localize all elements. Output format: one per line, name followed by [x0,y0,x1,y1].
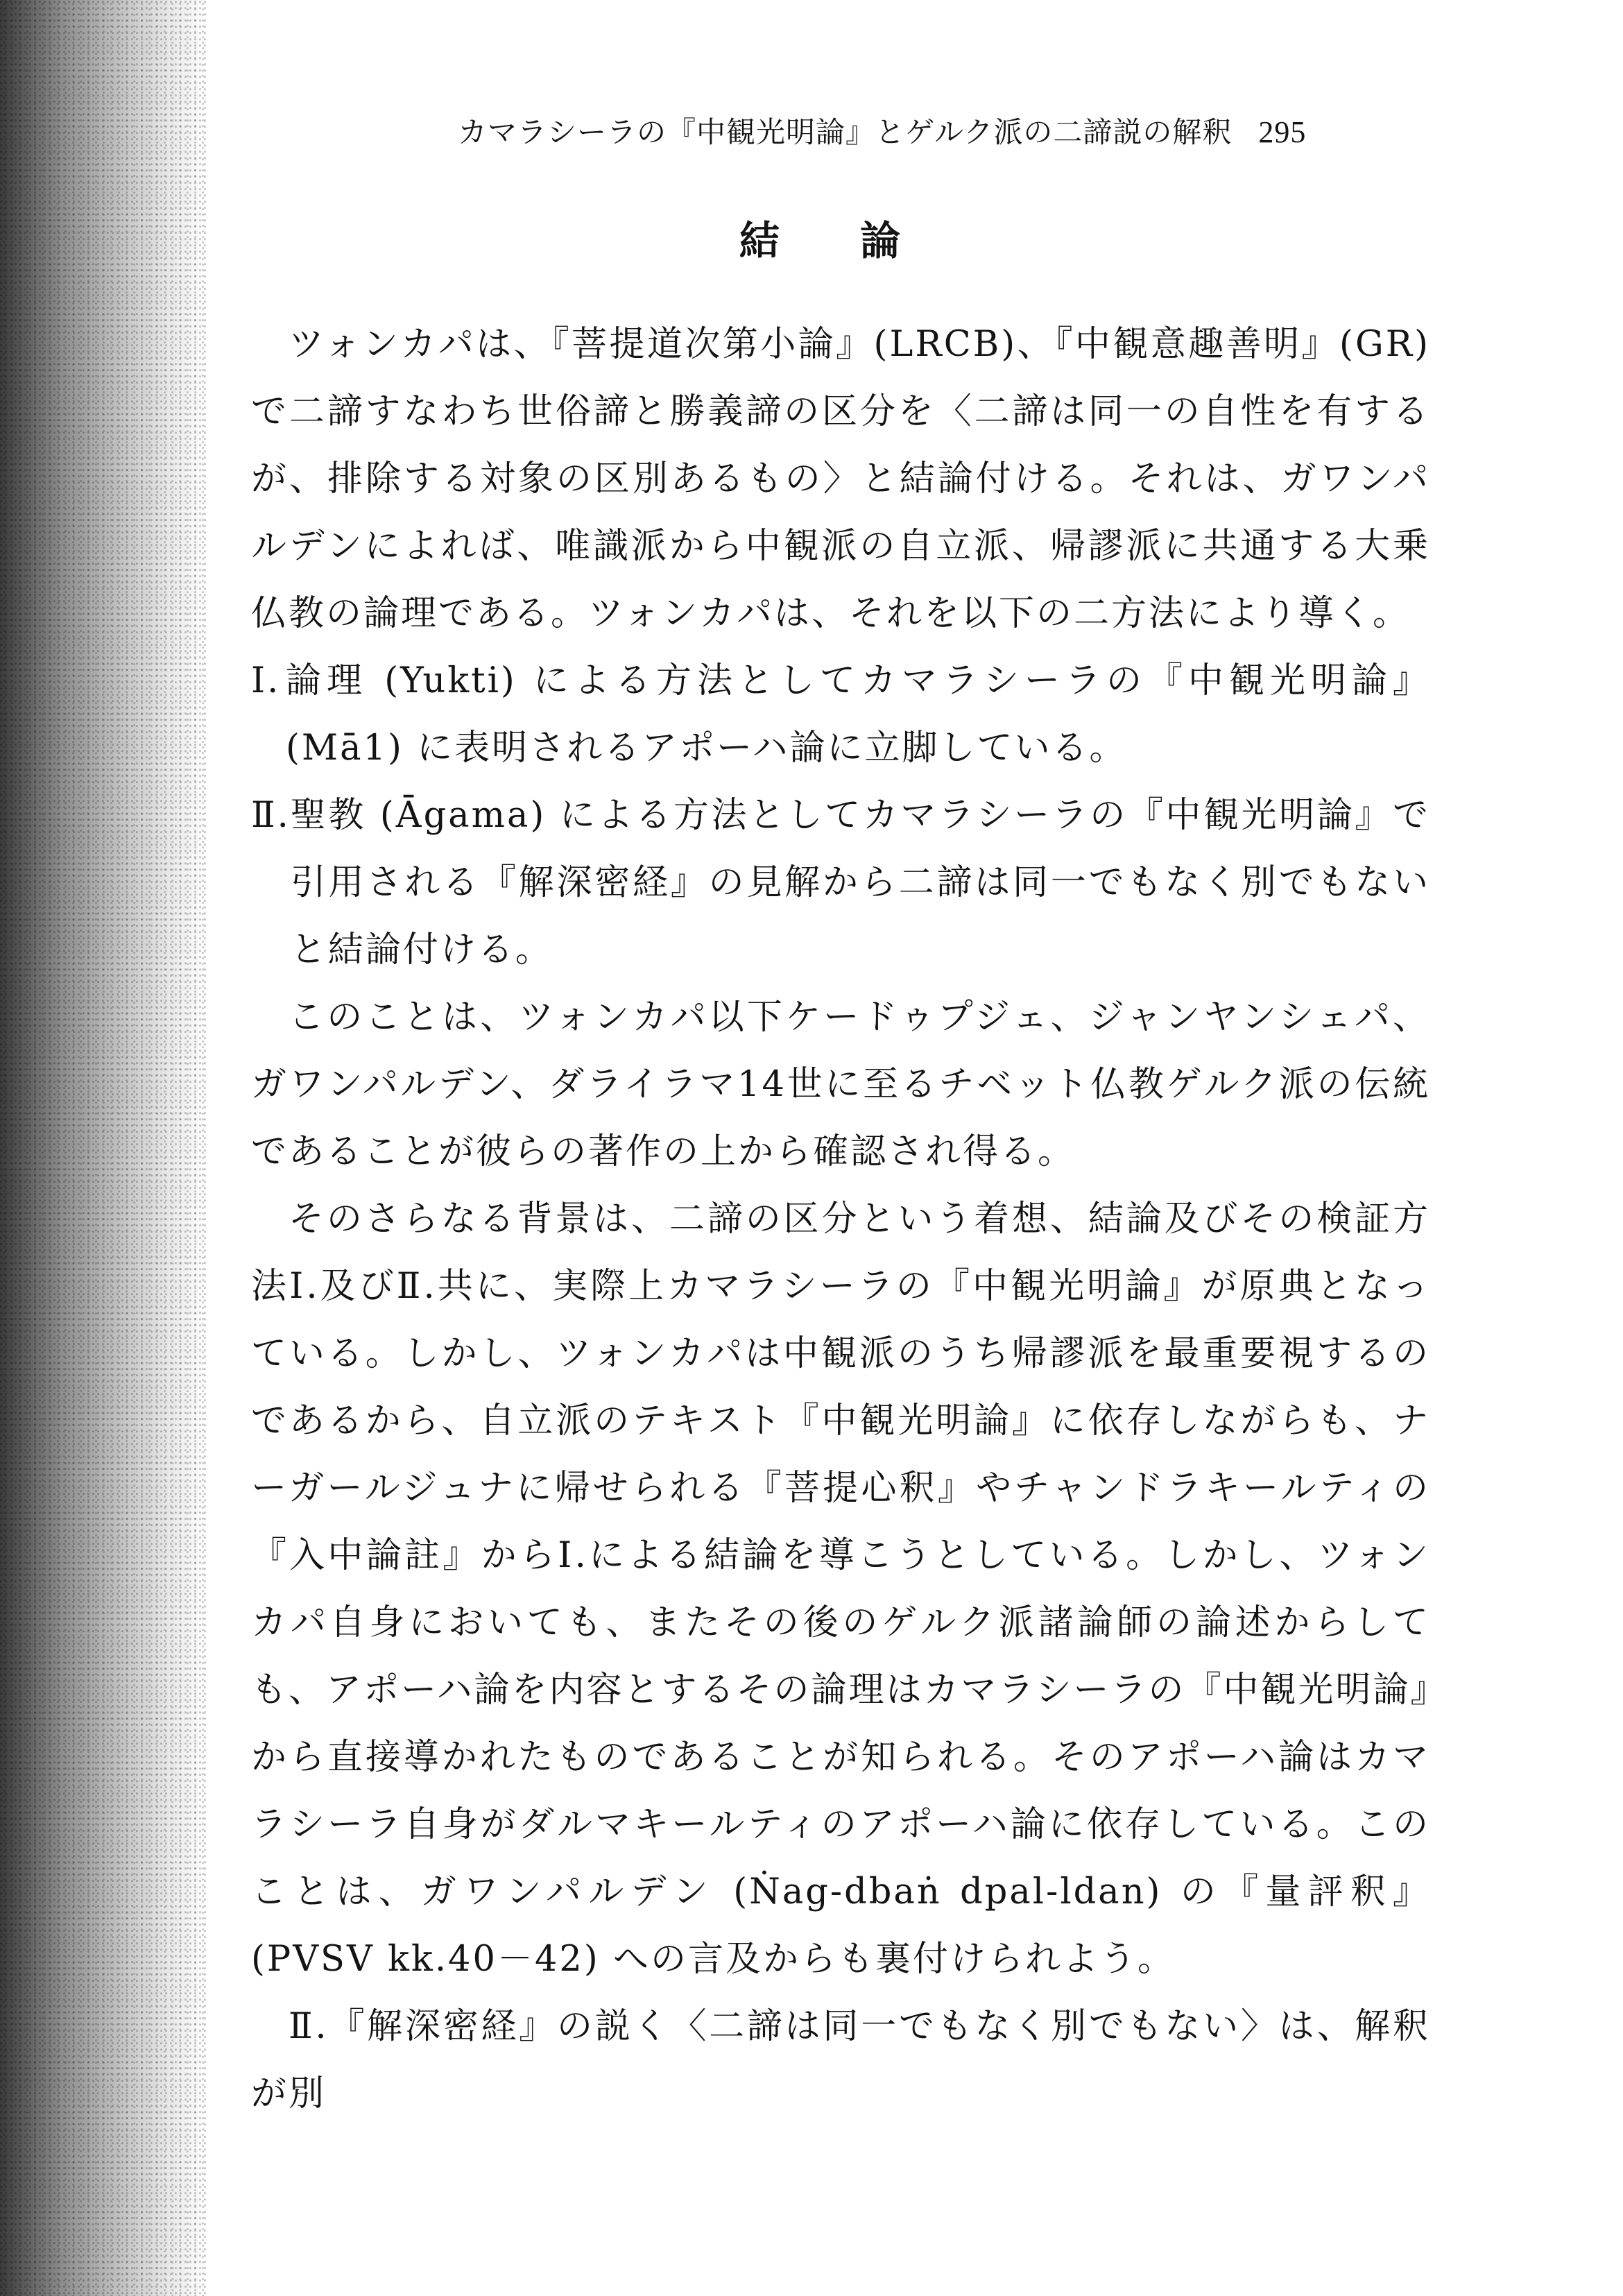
paragraph-background: そのさらなる背景は、二諦の区分という着想、結論及びその検証方法Ⅰ.及びⅡ.共に、実際上カマラシーラの『中観光明論』が原典となっている。しかし、ツォンカパは中観派のうち帰謬派を最重要視するのであるから、自立派のテキスト『中観光明論』に依存しながらも、ナーガールジュナに帰せられる『菩提心釈』やチャンドラキールティの『入中論註』からⅠ.による結論を導こうとしている。しかし、ツォンカパ自身においても、またその後のゲルク派諸論師の論述からしても、アポーハ論を内容とするその論理はカマラシーラの『中観光明論』から直接導かれたものであることが知られる。そのアポーハ論はカマラシーラ自身がダルマキールティのアポーハ論に依存している。このことは、ガワンパルデン (Ṅag-dbaṅ dpal-ldan) の『量評釈』(PVSV kk.40－42) への言及からも裏付けられよう。 [251,1199,1430,1980]
paragraph-intro: ツォンカパは、『菩提道次第小論』(LRCB)、『中観意趣善明』(GR) で二諦すなわち世俗諦と勝義諦の区分を〈二諦は同一の自性を有するが、排除する対象の区別あるもの〉と結論付ける。それは、ガワンパルデンによれば、唯識派から中観派の自立派、帰謬派に共通する大乗仏教の論理である。ツォンカパは、それを以下の二方法により導く。 [251,324,1430,634]
scan-shadow-edge [0,0,208,2296]
list-item-method-1 [251,647,1430,782]
running-header-title: カマラシーラの『中観光明論』とゲルク派の二諦説の解釈 [458,115,1233,149]
body-text [251,311,1430,2127]
paragraph-continuation: Ⅱ.『解深密経』の説く〈二諦は同一でもなく別でもない〉は、解釈が別 [251,2006,1430,2114]
page-number: 295 [1258,115,1307,149]
list-text-1: 論理 (Yukti) による方法としてカマラシーラの『中観光明論』(Mā1) に表明されるアポーハ論に立脚している。 [286,660,1430,769]
running-header [458,110,1359,151]
paragraph-tradition: このことは、ツォンカパ以下ケードゥプジェ、ジャンヤンシェパ、ガワンパルデン、ダライラマ14世に至るチベット仏教ゲルク派の伝統であることが彼らの著作の上から確認され得る。 [251,997,1430,1172]
list-marker-1: Ⅰ. [251,660,281,701]
list-text-2: 聖教 (Āgama) による方法としてカマラシーラの『中観光明論』で引用される『解深密経』の見解から二諦は同一でもなく別でもないと結論付ける。 [290,795,1430,970]
section-title: 結 論 [739,217,934,264]
list-marker-2: Ⅱ. [251,795,291,836]
list-item-method-2 [251,782,1430,984]
